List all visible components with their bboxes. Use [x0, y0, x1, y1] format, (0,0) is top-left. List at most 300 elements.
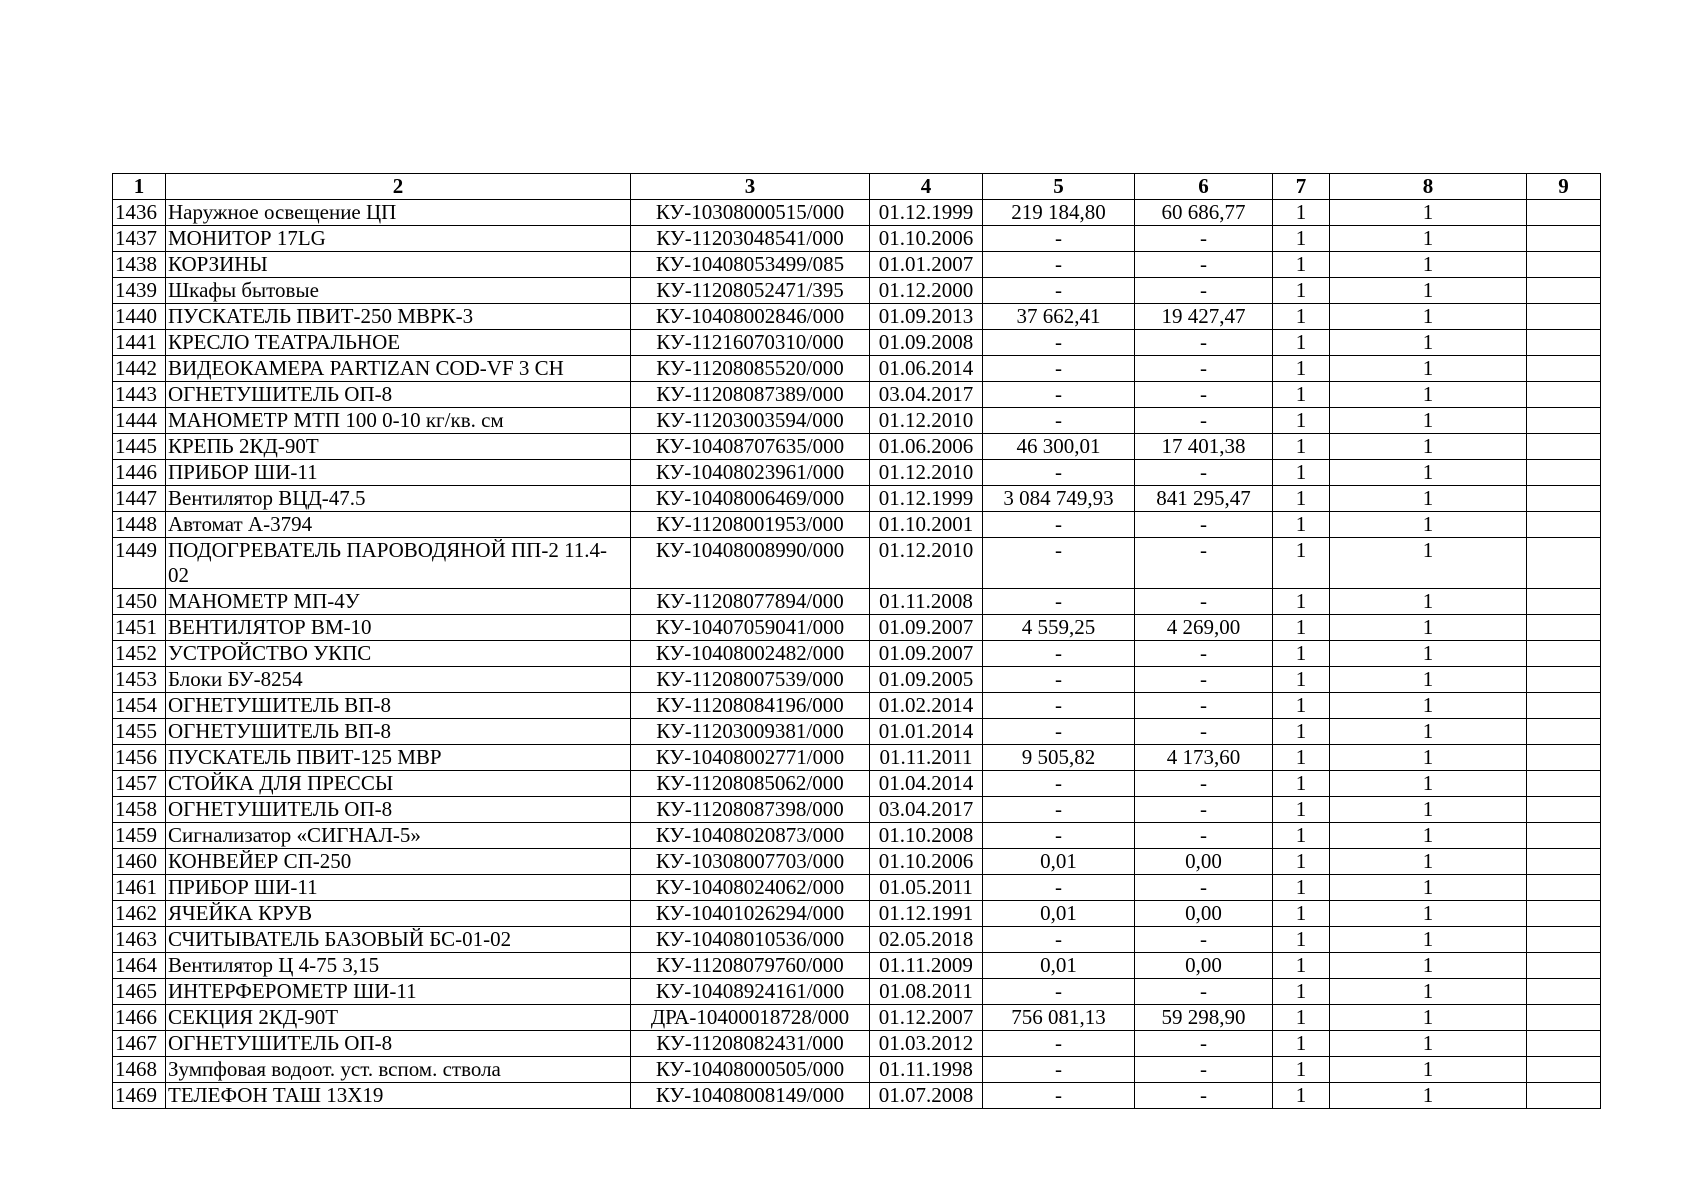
value-cell: - — [1135, 693, 1273, 719]
value-cell: 4 173,60 — [1135, 745, 1273, 771]
quantity-cell: 1 — [1273, 875, 1330, 901]
note-cell — [1527, 641, 1601, 667]
item-name-cell: Блоки БУ-8254 — [166, 667, 631, 693]
note-cell — [1527, 979, 1601, 1005]
row-number-cell: 1467 — [113, 1031, 166, 1057]
table-row — [113, 408, 1601, 434]
quantity-cell: 1 — [1273, 615, 1330, 641]
quantity-cell: 1 — [1273, 979, 1330, 1005]
quantity-cell: 1 — [1330, 408, 1527, 434]
inventory-number-cell: КУ-10401026294/000 — [631, 901, 870, 927]
date-cell: 01.10.2001 — [870, 512, 983, 538]
table-row — [113, 356, 1601, 382]
item-name-cell: СЧИТЫВАТЕЛЬ БАЗОВЫЙ БС-01-02 — [166, 927, 631, 953]
value-cell: - — [983, 1031, 1135, 1057]
value-cell: - — [983, 538, 1135, 589]
row-number-cell: 1463 — [113, 927, 166, 953]
note-cell — [1527, 693, 1601, 719]
column-header: 7 — [1273, 174, 1330, 200]
value-cell: 4 269,00 — [1135, 615, 1273, 641]
table-row — [113, 771, 1601, 797]
table-row — [113, 979, 1601, 1005]
table-row — [113, 901, 1601, 927]
quantity-cell: 1 — [1273, 797, 1330, 823]
item-name-cell: ВЕНТИЛЯТОР ВМ-10 — [166, 615, 631, 641]
value-cell: 19 427,47 — [1135, 304, 1273, 330]
note-cell — [1527, 330, 1601, 356]
note-cell — [1527, 252, 1601, 278]
date-cell: 01.04.2014 — [870, 771, 983, 797]
row-number-cell: 1442 — [113, 356, 166, 382]
note-cell — [1527, 953, 1601, 979]
inventory-number-cell: КУ-11203003594/000 — [631, 408, 870, 434]
inventory-number-cell: КУ-10408020873/000 — [631, 823, 870, 849]
value-cell: - — [1135, 538, 1273, 589]
item-name-cell: Автомат А-3794 — [166, 512, 631, 538]
note-cell — [1527, 382, 1601, 408]
date-cell: 01.11.2008 — [870, 589, 983, 615]
date-cell: 01.11.1998 — [870, 1057, 983, 1083]
inventory-number-cell: КУ-10308000515/000 — [631, 200, 870, 226]
value-cell: - — [983, 460, 1135, 486]
date-cell: 01.09.2005 — [870, 667, 983, 693]
table-row — [113, 330, 1601, 356]
row-number-cell: 1469 — [113, 1083, 166, 1109]
quantity-cell: 1 — [1273, 927, 1330, 953]
value-cell: - — [1135, 797, 1273, 823]
value-cell: - — [983, 330, 1135, 356]
date-cell: 01.12.2007 — [870, 1005, 983, 1031]
date-cell: 01.02.2014 — [870, 693, 983, 719]
value-cell: - — [983, 875, 1135, 901]
note-cell — [1527, 875, 1601, 901]
value-cell: 60 686,77 — [1135, 200, 1273, 226]
quantity-cell: 1 — [1273, 745, 1330, 771]
date-cell: 01.12.2010 — [870, 408, 983, 434]
note-cell — [1527, 745, 1601, 771]
quantity-cell: 1 — [1273, 1031, 1330, 1057]
date-cell: 01.01.2014 — [870, 719, 983, 745]
item-name-cell: ИНТЕРФЕРОМЕТР ШИ-11 — [166, 979, 631, 1005]
note-cell — [1527, 719, 1601, 745]
quantity-cell: 1 — [1273, 512, 1330, 538]
row-number-cell: 1461 — [113, 875, 166, 901]
column-header: 9 — [1527, 174, 1601, 200]
note-cell — [1527, 1057, 1601, 1083]
quantity-cell: 1 — [1330, 615, 1527, 641]
date-cell: 01.06.2014 — [870, 356, 983, 382]
item-name-cell: КРЕПЬ 2КД-90Т — [166, 434, 631, 460]
item-name-cell: Наружное освещение ЦП — [166, 200, 631, 226]
quantity-cell: 1 — [1330, 486, 1527, 512]
note-cell — [1527, 589, 1601, 615]
note-cell — [1527, 538, 1601, 589]
row-number-cell: 1446 — [113, 460, 166, 486]
date-cell: 01.12.1991 — [870, 901, 983, 927]
note-cell — [1527, 1083, 1601, 1109]
table-row — [113, 200, 1601, 226]
value-cell: - — [983, 1083, 1135, 1109]
note-cell — [1527, 408, 1601, 434]
row-number-cell: 1464 — [113, 953, 166, 979]
value-cell: 0,01 — [983, 953, 1135, 979]
value-cell: - — [1135, 927, 1273, 953]
value-cell: - — [1135, 460, 1273, 486]
quantity-cell: 1 — [1273, 278, 1330, 304]
value-cell: - — [1135, 382, 1273, 408]
value-cell: - — [983, 693, 1135, 719]
value-cell: - — [1135, 719, 1273, 745]
item-name-cell: Вентилятор Ц 4-75 3,15 — [166, 953, 631, 979]
quantity-cell: 1 — [1330, 979, 1527, 1005]
column-header: 5 — [983, 174, 1135, 200]
inventory-number-cell: КУ-10408924161/000 — [631, 979, 870, 1005]
value-cell: 3 084 749,93 — [983, 486, 1135, 512]
quantity-cell: 1 — [1273, 771, 1330, 797]
row-number-cell: 1454 — [113, 693, 166, 719]
value-cell: 0,01 — [983, 901, 1135, 927]
value-cell: - — [983, 719, 1135, 745]
table-row — [113, 953, 1601, 979]
inventory-number-cell: КУ-11208085062/000 — [631, 771, 870, 797]
value-cell: 841 295,47 — [1135, 486, 1273, 512]
quantity-cell: 1 — [1273, 408, 1330, 434]
item-name-cell: ПУСКАТЕЛЬ ПВИТ-250 МВРК-3 — [166, 304, 631, 330]
value-cell: 219 184,80 — [983, 200, 1135, 226]
date-cell: 01.09.2007 — [870, 641, 983, 667]
quantity-cell: 1 — [1330, 745, 1527, 771]
value-cell: - — [1135, 823, 1273, 849]
row-number-cell: 1460 — [113, 849, 166, 875]
value-cell: - — [1135, 875, 1273, 901]
quantity-cell: 1 — [1330, 460, 1527, 486]
row-number-cell: 1439 — [113, 278, 166, 304]
quantity-cell: 1 — [1330, 382, 1527, 408]
note-cell — [1527, 615, 1601, 641]
row-number-cell: 1455 — [113, 719, 166, 745]
date-cell: 01.12.2000 — [870, 278, 983, 304]
value-cell: 4 559,25 — [983, 615, 1135, 641]
column-header: 3 — [631, 174, 870, 200]
table-row — [113, 641, 1601, 667]
table-row — [113, 589, 1601, 615]
quantity-cell: 1 — [1330, 512, 1527, 538]
quantity-cell: 1 — [1273, 538, 1330, 589]
quantity-cell: 1 — [1273, 849, 1330, 875]
table-row — [113, 1057, 1601, 1083]
quantity-cell: 1 — [1330, 927, 1527, 953]
row-number-cell: 1468 — [113, 1057, 166, 1083]
header-row — [113, 174, 1601, 200]
item-name-cell: ЯЧЕЙКА КРУВ — [166, 901, 631, 927]
quantity-cell: 1 — [1330, 875, 1527, 901]
inventory-number-cell: КУ-11208082431/000 — [631, 1031, 870, 1057]
date-cell: 01.10.2006 — [870, 226, 983, 252]
quantity-cell: 1 — [1330, 1083, 1527, 1109]
table-row — [113, 304, 1601, 330]
note-cell — [1527, 512, 1601, 538]
table-row — [113, 797, 1601, 823]
item-name-cell: Шкафы бытовые — [166, 278, 631, 304]
value-cell: - — [983, 278, 1135, 304]
inventory-number-cell: КУ-11208052471/395 — [631, 278, 870, 304]
row-number-cell: 1441 — [113, 330, 166, 356]
date-cell: 01.11.2011 — [870, 745, 983, 771]
row-number-cell: 1447 — [113, 486, 166, 512]
item-name-cell: ПРИБОР ШИ-11 — [166, 875, 631, 901]
item-name-cell: КРЕСЛО ТЕАТРАЛЬНОЕ — [166, 330, 631, 356]
date-cell: 01.10.2008 — [870, 823, 983, 849]
item-name-cell: КОРЗИНЫ — [166, 252, 631, 278]
inventory-number-cell: КУ-11208079760/000 — [631, 953, 870, 979]
quantity-cell: 1 — [1273, 226, 1330, 252]
note-cell — [1527, 1005, 1601, 1031]
quantity-cell: 1 — [1330, 1005, 1527, 1031]
date-cell: 01.12.1999 — [870, 486, 983, 512]
date-cell: 01.11.2009 — [870, 953, 983, 979]
row-number-cell: 1437 — [113, 226, 166, 252]
quantity-cell: 1 — [1273, 330, 1330, 356]
quantity-cell: 1 — [1330, 797, 1527, 823]
quantity-cell: 1 — [1330, 589, 1527, 615]
quantity-cell: 1 — [1330, 538, 1527, 589]
value-cell: - — [983, 823, 1135, 849]
value-cell: - — [983, 382, 1135, 408]
table-row — [113, 278, 1601, 304]
quantity-cell: 1 — [1330, 226, 1527, 252]
inventory-number-cell: КУ-10408006469/000 — [631, 486, 870, 512]
quantity-cell: 1 — [1273, 252, 1330, 278]
quantity-cell: 1 — [1330, 356, 1527, 382]
inventory-number-cell: КУ-11208087389/000 — [631, 382, 870, 408]
quantity-cell: 1 — [1273, 460, 1330, 486]
row-number-cell: 1444 — [113, 408, 166, 434]
note-cell — [1527, 434, 1601, 460]
item-name-cell: МОНИТОР 17LG — [166, 226, 631, 252]
item-name-cell: ОГНЕТУШИТЕЛЬ ОП-8 — [166, 1031, 631, 1057]
inventory-number-cell: КУ-10408000505/000 — [631, 1057, 870, 1083]
row-number-cell: 1451 — [113, 615, 166, 641]
table-row — [113, 538, 1601, 589]
value-cell: 37 662,41 — [983, 304, 1135, 330]
value-cell: - — [1135, 356, 1273, 382]
note-cell — [1527, 927, 1601, 953]
value-cell: - — [1135, 1057, 1273, 1083]
note-cell — [1527, 278, 1601, 304]
table-row — [113, 875, 1601, 901]
value-cell: 9 505,82 — [983, 745, 1135, 771]
date-cell: 01.09.2008 — [870, 330, 983, 356]
column-header: 8 — [1330, 174, 1527, 200]
row-number-cell: 1462 — [113, 901, 166, 927]
row-number-cell: 1440 — [113, 304, 166, 330]
value-cell: - — [983, 771, 1135, 797]
quantity-cell: 1 — [1330, 434, 1527, 460]
quantity-cell: 1 — [1330, 1031, 1527, 1057]
value-cell: 46 300,01 — [983, 434, 1135, 460]
item-name-cell: ВИДЕОКАМЕРА PARTIZAN COD-VF 3 CH — [166, 356, 631, 382]
inventory-number-cell: КУ-10408002846/000 — [631, 304, 870, 330]
value-cell: 17 401,38 — [1135, 434, 1273, 460]
inventory-number-cell: КУ-11216070310/000 — [631, 330, 870, 356]
table-row — [113, 460, 1601, 486]
value-cell: - — [983, 1057, 1135, 1083]
value-cell: - — [1135, 1031, 1273, 1057]
row-number-cell: 1452 — [113, 641, 166, 667]
quantity-cell: 1 — [1330, 667, 1527, 693]
value-cell: - — [983, 356, 1135, 382]
inventory-number-cell: КУ-10408002771/000 — [631, 745, 870, 771]
table-row — [113, 382, 1601, 408]
table-body — [113, 200, 1601, 1109]
item-name-cell: ПРИБОР ШИ-11 — [166, 460, 631, 486]
quantity-cell: 1 — [1330, 200, 1527, 226]
quantity-cell: 1 — [1273, 719, 1330, 745]
inventory-number-cell: КУ-11208001953/000 — [631, 512, 870, 538]
inventory-number-cell: КУ-10408707635/000 — [631, 434, 870, 460]
table-row — [113, 252, 1601, 278]
quantity-cell: 1 — [1273, 953, 1330, 979]
item-name-cell: УСТРОЙСТВО УКПС — [166, 641, 631, 667]
value-cell: - — [983, 589, 1135, 615]
item-name-cell: МАНОМЕТР МП-4У — [166, 589, 631, 615]
inventory-number-cell: КУ-11208085520/000 — [631, 356, 870, 382]
value-cell: - — [983, 512, 1135, 538]
value-cell: - — [1135, 979, 1273, 1005]
quantity-cell: 1 — [1330, 278, 1527, 304]
note-cell — [1527, 304, 1601, 330]
date-cell: 01.05.2011 — [870, 875, 983, 901]
quantity-cell: 1 — [1273, 823, 1330, 849]
table-row — [113, 823, 1601, 849]
row-number-cell: 1436 — [113, 200, 166, 226]
column-header: 1 — [113, 174, 166, 200]
date-cell: 01.07.2008 — [870, 1083, 983, 1109]
quantity-cell: 1 — [1273, 382, 1330, 408]
quantity-cell: 1 — [1273, 1083, 1330, 1109]
item-name-cell: МАНОМЕТР МТП 100 0-10 кг/кв. см — [166, 408, 631, 434]
quantity-cell: 1 — [1330, 901, 1527, 927]
table-row — [113, 719, 1601, 745]
inventory-number-cell: КУ-11208084196/000 — [631, 693, 870, 719]
date-cell: 01.12.2010 — [870, 460, 983, 486]
note-cell — [1527, 797, 1601, 823]
row-number-cell: 1459 — [113, 823, 166, 849]
quantity-cell: 1 — [1273, 693, 1330, 719]
table-row — [113, 615, 1601, 641]
value-cell: - — [1135, 408, 1273, 434]
item-name-cell: КОНВЕЙЕР СП-250 — [166, 849, 631, 875]
note-cell — [1527, 200, 1601, 226]
value-cell: 0,00 — [1135, 849, 1273, 875]
value-cell: 0,00 — [1135, 953, 1273, 979]
row-number-cell: 1450 — [113, 589, 166, 615]
quantity-cell: 1 — [1330, 1057, 1527, 1083]
quantity-cell: 1 — [1273, 200, 1330, 226]
value-cell: - — [983, 797, 1135, 823]
item-name-cell: Зумпфовая водоот. уст. вспом. ствола — [166, 1057, 631, 1083]
table-row — [113, 486, 1601, 512]
asset-table — [112, 173, 1601, 1109]
note-cell — [1527, 356, 1601, 382]
quantity-cell: 1 — [1273, 901, 1330, 927]
inventory-number-cell: КУ-11203048541/000 — [631, 226, 870, 252]
inventory-number-cell: КУ-10308007703/000 — [631, 849, 870, 875]
quantity-cell: 1 — [1273, 434, 1330, 460]
note-cell — [1527, 901, 1601, 927]
table-row — [113, 927, 1601, 953]
row-number-cell: 1449 — [113, 538, 166, 589]
value-cell: - — [983, 667, 1135, 693]
item-name-cell: ТЕЛЕФОН ТАШ 13Х19 — [166, 1083, 631, 1109]
quantity-cell: 1 — [1273, 486, 1330, 512]
quantity-cell: 1 — [1330, 719, 1527, 745]
value-cell: - — [1135, 641, 1273, 667]
column-header: 2 — [166, 174, 631, 200]
item-name-cell: Сигнализатор «СИГНАЛ-5» — [166, 823, 631, 849]
table-header — [113, 174, 1601, 200]
table-row — [113, 667, 1601, 693]
quantity-cell: 1 — [1273, 641, 1330, 667]
value-cell: - — [1135, 589, 1273, 615]
inventory-number-cell: КУ-10408008149/000 — [631, 1083, 870, 1109]
value-cell: - — [983, 641, 1135, 667]
item-name-cell: ОГНЕТУШИТЕЛЬ ВП-8 — [166, 719, 631, 745]
inventory-number-cell: КУ-10408010536/000 — [631, 927, 870, 953]
value-cell: - — [983, 226, 1135, 252]
value-cell: - — [1135, 278, 1273, 304]
value-cell: - — [1135, 667, 1273, 693]
note-cell — [1527, 849, 1601, 875]
inventory-number-cell: КУ-11208007539/000 — [631, 667, 870, 693]
note-cell — [1527, 460, 1601, 486]
row-number-cell: 1443 — [113, 382, 166, 408]
item-name-cell: СЕКЦИЯ 2КД-90Т — [166, 1005, 631, 1031]
inventory-number-cell: КУ-11208077894/000 — [631, 589, 870, 615]
inventory-number-cell: ДРА-10400018728/000 — [631, 1005, 870, 1031]
date-cell: 02.05.2018 — [870, 927, 983, 953]
date-cell: 01.10.2006 — [870, 849, 983, 875]
date-cell: 01.12.2010 — [870, 538, 983, 589]
date-cell: 01.03.2012 — [870, 1031, 983, 1057]
note-cell — [1527, 226, 1601, 252]
quantity-cell: 1 — [1273, 589, 1330, 615]
value-cell: - — [983, 252, 1135, 278]
inventory-number-cell: КУ-10408024062/000 — [631, 875, 870, 901]
row-number-cell: 1466 — [113, 1005, 166, 1031]
quantity-cell: 1 — [1330, 252, 1527, 278]
row-number-cell: 1457 — [113, 771, 166, 797]
note-cell — [1527, 771, 1601, 797]
inventory-number-cell: КУ-10408008990/000 — [631, 538, 870, 589]
row-number-cell: 1453 — [113, 667, 166, 693]
value-cell: - — [1135, 771, 1273, 797]
inventory-number-cell: КУ-11203009381/000 — [631, 719, 870, 745]
date-cell: 01.09.2013 — [870, 304, 983, 330]
quantity-cell: 1 — [1273, 1005, 1330, 1031]
item-name-cell: ОГНЕТУШИТЕЛЬ ВП-8 — [166, 693, 631, 719]
inventory-number-cell: КУ-10408002482/000 — [631, 641, 870, 667]
date-cell: 01.12.1999 — [870, 200, 983, 226]
note-cell — [1527, 823, 1601, 849]
quantity-cell: 1 — [1330, 304, 1527, 330]
value-cell: - — [1135, 252, 1273, 278]
table-row — [113, 1031, 1601, 1057]
item-name-cell: ПОДОГРЕВАТЕЛЬ ПАРОВОДЯНОЙ ПП-2 11.4-02 — [166, 538, 631, 589]
quantity-cell: 1 — [1273, 1057, 1330, 1083]
value-cell: - — [983, 979, 1135, 1005]
quantity-cell: 1 — [1330, 641, 1527, 667]
